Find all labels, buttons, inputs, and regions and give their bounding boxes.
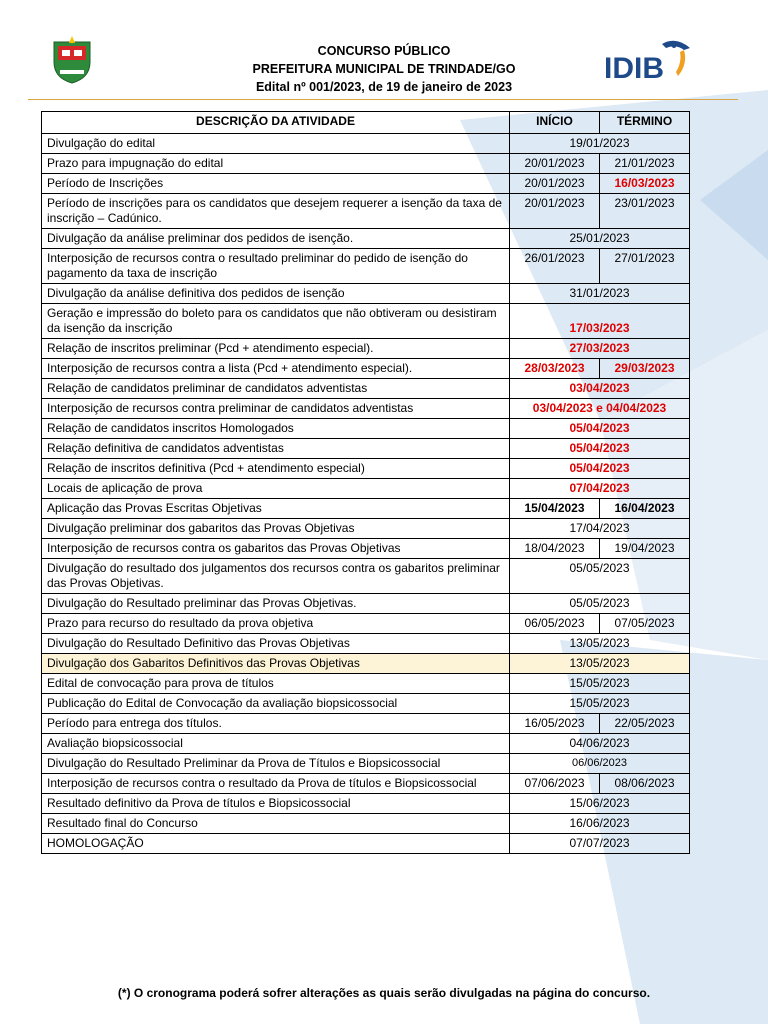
row-date: 05/04/2023: [510, 419, 690, 439]
table-row: [42, 419, 690, 439]
table-row: [42, 439, 690, 459]
row-date: 03/04/2023: [510, 379, 690, 399]
table-row: [42, 399, 690, 419]
table-row: [42, 194, 690, 229]
table-row: [42, 774, 690, 794]
row-description: Interposição de recursos contra os gabaritos das Provas Objetivas: [42, 539, 510, 559]
row-end: 16/03/2023: [600, 174, 690, 194]
row-start: 20/01/2023: [510, 194, 600, 229]
row-end: 29/03/2023: [600, 359, 690, 379]
row-date: 25/01/2023: [510, 229, 690, 249]
table-row: [42, 339, 690, 359]
table-row-highlighted: [42, 654, 690, 674]
row-description: Interposição de recursos contra a lista (Pcd + atendimento especial).: [42, 359, 510, 379]
table-row: [42, 834, 690, 854]
row-end: 22/05/2023: [600, 714, 690, 734]
row-description: Período de inscrições para os candidatos que desejem requerer a isenção da taxa de inscrição – Cadúnico.: [42, 194, 510, 229]
table-row: [42, 479, 690, 499]
row-description: Divulgação do Resultado preliminar das Provas Objetivas.: [42, 594, 510, 614]
footnote: (*) O cronograma poderá sofrer alterações as quais serão divulgadas na página do concurso.: [117, 986, 651, 1000]
row-date: 17/03/2023: [510, 304, 690, 339]
table-row: [42, 249, 690, 284]
row-end: 08/06/2023: [600, 774, 690, 794]
row-description: Relação de candidatos preliminar de candidatos adventistas: [42, 379, 510, 399]
table-row: [42, 559, 690, 594]
row-description: Relação de inscritos definitiva (Pcd + atendimento especial): [42, 459, 510, 479]
row-end: 07/05/2023: [600, 614, 690, 634]
row-description: Relação definitiva de candidatos adventistas: [42, 439, 510, 459]
row-description: Divulgação do edital: [42, 134, 510, 154]
row-description: Resultado definitivo da Prova de títulos e Biopsicossocial: [42, 794, 510, 814]
header-divider: [28, 99, 738, 100]
row-description: Divulgação dos Gabaritos Definitivos das Provas Objetivas: [42, 654, 510, 674]
row-date: 05/05/2023: [510, 594, 690, 614]
column-header-description: DESCRIÇÃO DA ATIVIDADE: [42, 112, 510, 134]
table-row: [42, 694, 690, 714]
row-description: Interposição de recursos contra o resultado preliminar do pedido de isenção do pagamento da taxa de inscrição: [42, 249, 510, 284]
header-line-3: Edital nº 001/2023, de 19 de janeiro de 2023: [255, 80, 513, 94]
row-description: Divulgação do Resultado Preliminar da Prova de Títulos e Biopsicossocial: [42, 754, 510, 774]
table-row: [42, 539, 690, 559]
row-date: 06/06/2023: [510, 754, 690, 774]
row-description: Prazo para impugnação do edital: [42, 154, 510, 174]
row-description: Período para entrega dos títulos.: [42, 714, 510, 734]
row-description: HOMOLOGAÇÃO: [42, 834, 510, 854]
row-start: 15/04/2023: [510, 499, 600, 519]
row-description: Relação de inscritos preliminar (Pcd + atendimento especial).: [42, 339, 510, 359]
table-row: [42, 459, 690, 479]
row-start: 06/05/2023: [510, 614, 600, 634]
table-row: [42, 634, 690, 654]
row-description: Relação de candidatos inscritos Homologados: [42, 419, 510, 439]
table-row: [42, 614, 690, 634]
row-end: 23/01/2023: [600, 194, 690, 229]
table-row: [42, 304, 690, 339]
row-description: Locais de aplicação de prova: [42, 479, 510, 499]
table-row: [42, 674, 690, 694]
table-row: [42, 174, 690, 194]
row-description: Avaliação biopsicossocial: [42, 734, 510, 754]
row-description: Período de Inscrições: [42, 174, 510, 194]
row-start: 16/05/2023: [510, 714, 600, 734]
idib-logo: [604, 38, 700, 84]
table-row: [42, 754, 690, 774]
table-row: [42, 519, 690, 539]
row-description: Divulgação do Resultado Definitivo das Provas Objetivas: [42, 634, 510, 654]
idib-logo-text: IDIB: [604, 52, 664, 84]
row-date: 05/05/2023: [510, 559, 690, 594]
row-date: 15/05/2023: [510, 674, 690, 694]
table-row: [42, 229, 690, 249]
table-row: [42, 794, 690, 814]
row-date: 03/04/2023 e 04/04/2023: [510, 399, 690, 419]
table-header-row: [42, 112, 690, 134]
row-description: Divulgação da análise definitiva dos pedidos de isenção: [42, 284, 510, 304]
header-line-2: PREFEITURA MUNICIPAL DE TRINDADE/GO: [252, 62, 516, 76]
row-date: 05/04/2023: [510, 459, 690, 479]
row-date: 16/06/2023: [510, 814, 690, 834]
row-date: 19/01/2023: [510, 134, 690, 154]
row-date: 05/04/2023: [510, 439, 690, 459]
row-start: 07/06/2023: [510, 774, 600, 794]
table-row: [42, 814, 690, 834]
row-description: Edital de convocação para prova de títulos: [42, 674, 510, 694]
row-start: 20/01/2023: [510, 154, 600, 174]
row-start: 28/03/2023: [510, 359, 600, 379]
row-description: Interposição de recursos contra o resultado da Prova de títulos e Biopsicossocial: [42, 774, 510, 794]
row-description: Prazo para recurso do resultado da prova objetiva: [42, 614, 510, 634]
row-description: Divulgação do resultado dos julgamentos dos recursos contra os gabaritos preliminar das Provas Objetivas.: [42, 559, 510, 594]
row-date: 07/07/2023: [510, 834, 690, 854]
header-line-1: CONCURSO PÚBLICO: [317, 44, 451, 58]
row-end: 19/04/2023: [600, 539, 690, 559]
table-row: [42, 734, 690, 754]
table-row: [42, 134, 690, 154]
row-date: 13/05/2023: [510, 654, 690, 674]
table-row: [42, 714, 690, 734]
row-end: 27/01/2023: [600, 249, 690, 284]
document-header: [0, 0, 768, 100]
row-date: 13/05/2023: [510, 634, 690, 654]
row-date: 17/04/2023: [510, 519, 690, 539]
row-date: 15/06/2023: [510, 794, 690, 814]
row-start: 26/01/2023: [510, 249, 600, 284]
column-header-start: INÍCIO: [510, 112, 600, 134]
table-row: [42, 154, 690, 174]
row-end: 21/01/2023: [600, 154, 690, 174]
row-description: Publicação do Edital de Convocação da avaliação biopsicossocial: [42, 694, 510, 714]
row-description: Divulgação preliminar dos gabaritos das Provas Objetivas: [42, 519, 510, 539]
table-row: [42, 594, 690, 614]
row-description: Divulgação da análise preliminar dos pedidos de isenção.: [42, 229, 510, 249]
row-description: Geração e impressão do boleto para os candidatos que não obtiveram ou desistiram da isenção da inscrição: [42, 304, 510, 339]
row-date: 07/04/2023: [510, 479, 690, 499]
row-date: 04/06/2023: [510, 734, 690, 754]
row-description: Interposição de recursos contra preliminar de candidatos adventistas: [42, 399, 510, 419]
row-date: 27/03/2023: [510, 339, 690, 359]
table-row: [42, 284, 690, 304]
row-description: Resultado final do Concurso: [42, 814, 510, 834]
table-row: [42, 379, 690, 399]
row-end: 16/04/2023: [600, 499, 690, 519]
row-start: 20/01/2023: [510, 174, 600, 194]
column-header-end: TÉRMINO: [600, 112, 690, 134]
row-date: 15/05/2023: [510, 694, 690, 714]
schedule-table: [41, 111, 690, 854]
table-row: [42, 499, 690, 519]
row-date: 31/01/2023: [510, 284, 690, 304]
table-row: [42, 359, 690, 379]
row-start: 18/04/2023: [510, 539, 600, 559]
row-description: Aplicação das Provas Escritas Objetivas: [42, 499, 510, 519]
